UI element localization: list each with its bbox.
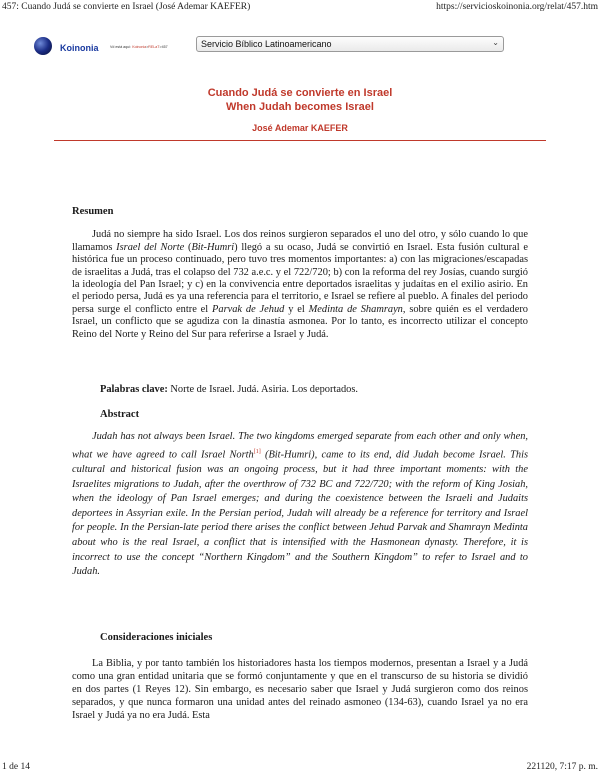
breadcrumb-current: 457 [161,45,168,49]
chevron-down-icon: ⌄ [492,38,499,47]
breadcrumb-prefix: Vd está aquí: [110,45,132,49]
consideraciones-heading: Consideraciones iniciales [100,632,213,643]
resumen-paragraph [72,229,528,341]
resumen-medinta: Medinta de Shamrayn [308,303,403,315]
site-topbar [34,36,499,58]
article-author: José Ademar KAEFER [252,123,348,133]
article-title-en: When Judah becomes Israel [226,101,374,113]
abstract-text-1: Judah has not always been Israel. The two kingdoms emerged separate from each other and only when, what we have agreed to call Israel North [72,431,528,461]
consideraciones-section [72,632,528,722]
resumen-text-4: y el [284,303,309,315]
keywords-label: Palabras clave: [100,384,168,395]
title-divider [54,140,546,141]
resumen-section [72,206,528,341]
breadcrumb-koinonia[interactable]: Koinonia [132,45,147,49]
resumen-text-5: , sobre quién es el verdadero Israel, un conflicto que se agudiza con la dinastía asmonea. Por lo tanto, es incorrecto utilizar el concepto Reino del Norte y Reino del Sur para referirse a Israel y Judá. [72,303,528,340]
section-select-value: Servicio Bíblico Latinoamericano [201,39,332,49]
abstract-paragraph [72,430,528,579]
resumen-israel-norte: Israel del Norte [116,241,185,253]
print-header [0,2,600,14]
article-title-es: Cuando Judá se convierte en Israel [207,87,393,99]
resumen-text-3: ) llegó a su ocaso, Judá se convirtió en Israel. Esta fusión cultural e histórica fue un proceso continuado, pero tuvo tres momentos importantes: a) con las migraciones/escapadas de israelitas a Judá, tras el colapso del 732 a.e.c. y el 722/720; b) con la reforma del rey Josías, cuando surgió la ideología del Pan Israel; y c) en la convivencia entre deportados israelitas y judaítas en el exilio asirio. En el periodo persa, Judá es ya una referencia para el territorio, e Israel se refiere al pueblo. A finales del periodo persa surge el conflicto entre el [72,241,528,315]
resumen-text-1: Judá no siempre ha sido Israel. Los dos reinos surgieron separados el uno del otro, y sólo cuando lo que llamamos [72,229,528,253]
keywords-text: Norte de Israel. Judá. Asiria. Los deportados. [167,384,358,395]
breadcrumb-relat[interactable]: RELaT [148,45,160,49]
breadcrumb: Vd está aquí: Koinonia>RELaT>457 [110,45,168,49]
print-header-url: https://servicioskoinonia.org/relat/457.htm [436,2,598,12]
abstract-heading: Abstract [100,409,140,420]
resumen-bit-humri: Bit-Humri [191,241,235,253]
site-logo-text[interactable]: Koinonia [60,43,99,53]
print-timestamp: 221120, 7:17 p. m. [526,762,598,772]
resumen-heading: Resumen [72,206,114,217]
globe-logo-icon[interactable] [34,37,52,55]
print-header-title: 457: Cuando Judá se convierte en Israel (José Ademar KAEFER) [2,2,251,12]
abstract-text-2: (Bit-Humri), came to its end, did Judah become Israel. This cultural and historical fusion was an ongoing process, but it had three important moments: with the Israelites migrations to Judah, after the overthrow of 732 BC and 722/720; with the reform of King Josiah, when the ideology of Pan Israel emerges; and during the coexistence between the Israeli and Judaits deportees in Assyrian exile. In the Persian period, Judah will already be a reference for territory and Israel for people. In the Persian-late period there arises the conflict between Jehud Parvak and Shamrayn Medinta about who is the real Israel, a conflict that is intensified with the Hasmonean dynasty. Therefore, it is incorrect to use the concept “Northern Kingdom” and the Southern Kingdom” to refer to Israel and to Judah. [72,449,529,578]
keywords-line [72,384,528,396]
consideraciones-paragraph: La Biblia, y por tanto también los historiadores hasta los tiempos modernos, presentan a Israel y a Judá como una gran entidad unitaria que se formó conjuntamente y que en el transcurso de su historia se dividió en dos partes (1 Reyes 12). Sin embargo, es necesario saber que Israel y Judá surgieron como dos reinos separados, y que nunca formaron una unidad antes del reinado asmoneo (134-63), cuando Israel ya no era Israel y Judá ya no era Judá. Esta [72,658,528,721]
resumen-text-2: ( [184,241,192,253]
section-select[interactable] [196,36,504,52]
print-footer [0,762,600,774]
article-header [0,86,600,133]
resumen-parvak: Parvak de Jehud [212,303,285,315]
page-number: 1 de 14 [2,762,30,772]
abstract-section [72,409,528,580]
footnote-link[interactable]: [1] [253,449,261,455]
